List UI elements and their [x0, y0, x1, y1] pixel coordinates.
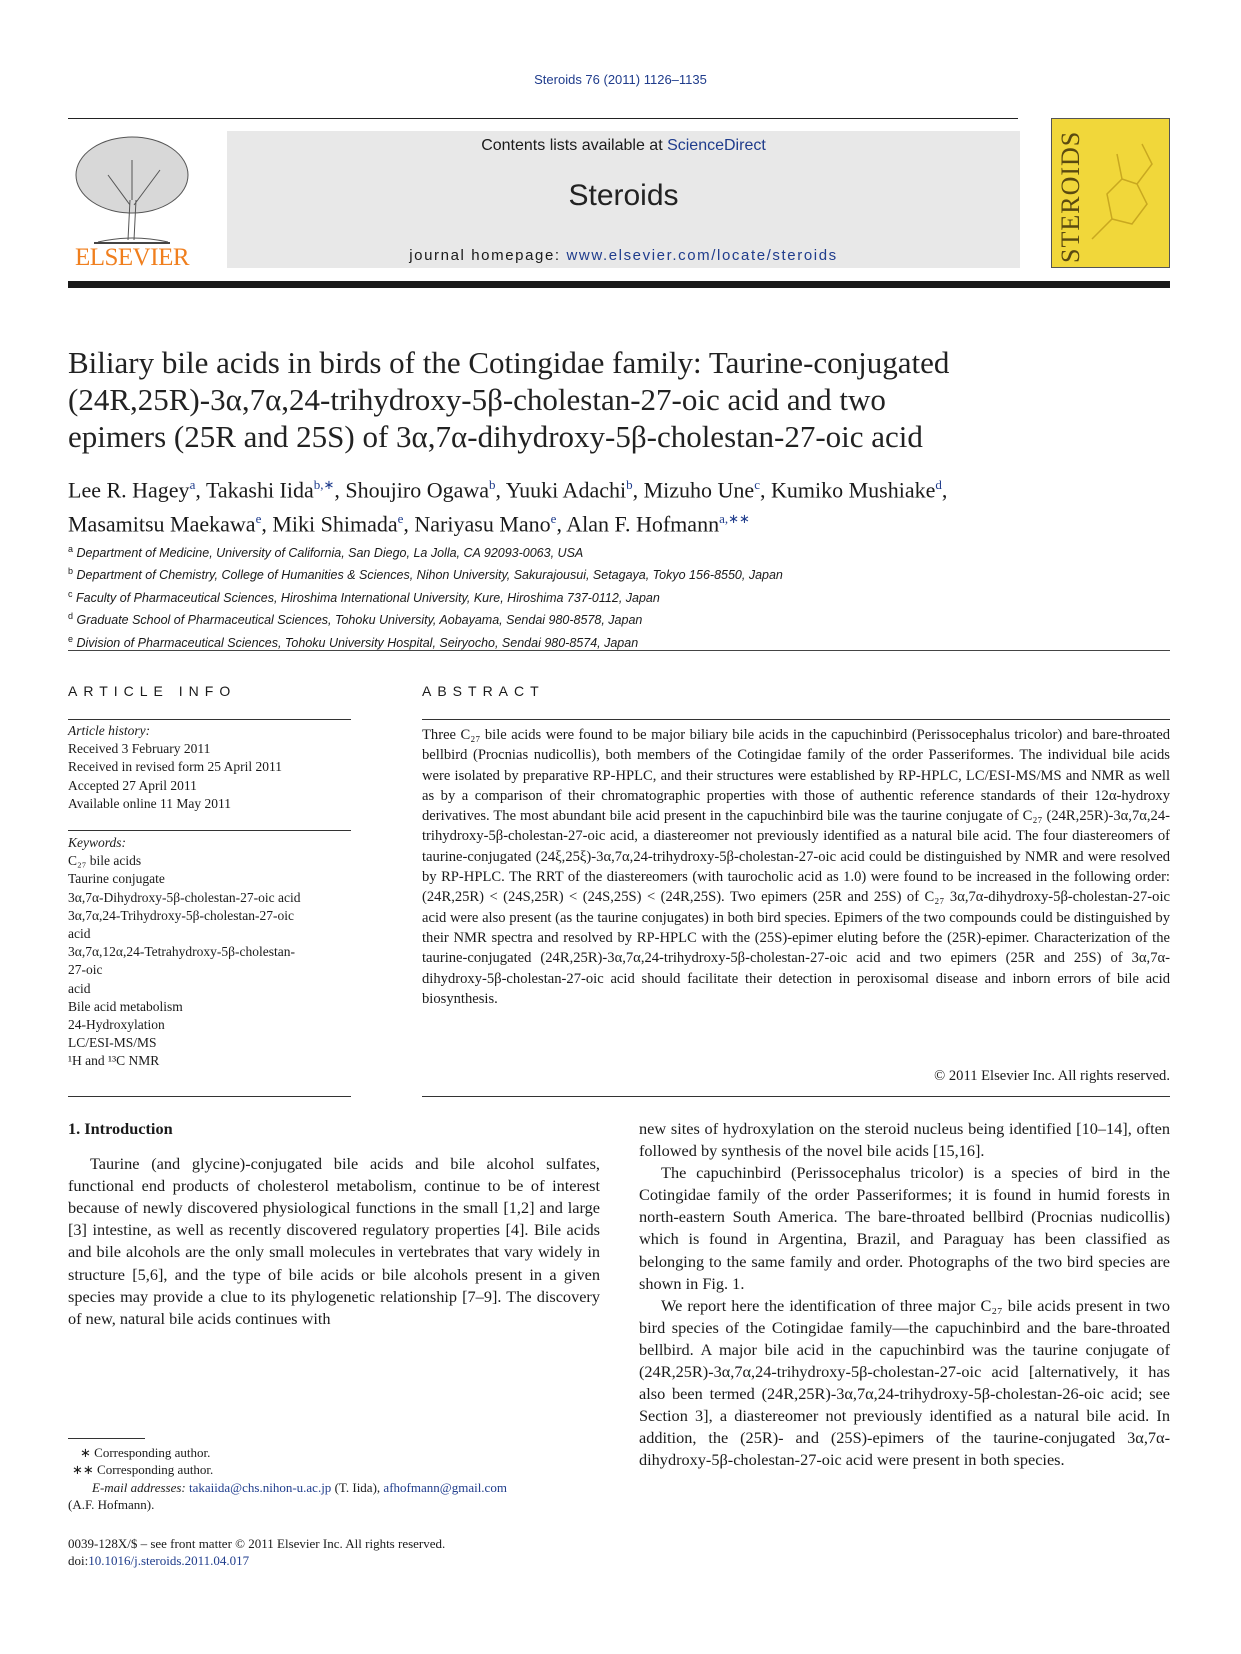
keyword: acid — [68, 980, 91, 996]
author-name: Takashi Iida — [205, 477, 314, 503]
history-item: Received 3 February 2011 — [68, 741, 211, 757]
affiliation-list — [68, 540, 1170, 652]
affiliation-marker: d — [68, 611, 74, 622]
divider — [68, 719, 351, 720]
author-name: Alan F. Hofmann — [566, 511, 720, 537]
author-list: Lee R. Hagey$^a$, Takashi Iida$^{b,∗}$, Shoujiro Ogawa$^b$, Yuuki Adachi$^b$, Mizuho Une$^c$, Kumiko Mushiake$^d$, Masamitsu Maekawa$^e$, Miki Shimada$^e$, Nariyasu Mano$^e$, Alan F. Hofmann$^{a,∗∗}$ — [68, 477, 948, 537]
affiliation-text: Department of Chemistry, College of Humanities & Sciences, Nihon University, Sakurajousui, Setagaya, Tokyo 156-8550, Japan — [76, 568, 783, 583]
contents-line — [227, 137, 1020, 155]
paragraph: new sites of hydroxylation on the steroid nucleus being identified [10–14], often followed by synthesis of the novel bile acids [15,16]. — [639, 1119, 1170, 1161]
author-affiliation-marker[interactable]: b — [626, 477, 633, 492]
author-affiliation-marker[interactable]: e — [550, 511, 557, 527]
author-name: Masamitsu Maekawa — [68, 511, 256, 537]
author-affiliation-marker[interactable]: b,∗ — [313, 477, 335, 492]
affiliation-marker: c — [68, 588, 73, 599]
affiliation-marker: e — [68, 633, 74, 644]
divider — [68, 1096, 351, 1097]
email-link[interactable]: takaiida@chs.nihon-u.ac.jp — [189, 1479, 332, 1495]
title-line: epimers (25R and 25S) of 3α,7α-dihydroxy-5β-cholestan-27-oic acid — [68, 419, 923, 454]
affiliation-text: Department of Medicine, University of California, San Diego, La Jolla, CA 92093-0063, USA — [76, 546, 584, 561]
abstract-text: Three C₂₇ bile acids were found to be major biliary bile acids in the capuchinbird (Perissocephalus tricolor) and bare-throated bellbird (Procnias nudicollis), both members of the Cotingidae family of the order Passeriformes. The individual bile acids were isolated by preparative RP-HPLC, and their structures were established by RP-HPLC, LC/ESI-MS/MS and NMR as well as by a comparison of their chromatographic properties with those of authentic reference standards of their 12α-hydroxy derivatives. The most abundant bile acid present in the capuchinbird bile was the taurine conjugate of C₂₇ (24R,25R)-3α,7α,24-trihydroxy-5β-cholestan-27-oic acid, a diastereomer not previously identified as a natural bile acid. The four diastereomers of taurine-conjugated (24ξ,25ξ)-3α,7α,24-trihydroxy-5β-cholestan-27-oic acid could be distinguished by NMR and were resolved by RP-HPLC. The RRT of the diastereomers (with taurocholic acid as 1.0) were found to be increased in the following order: (24R,25R) < (24S,25R) < (24S,25S) < (24R,25S). Two epimers (25R and 25S) of C₂₇ 3α,7α-dihydroxy-5β-cholestan-27-oic acid were also present (as the taurine conjugates) in both bird species. Epimers of the two compounds could be distinguished by their NMR spectra and resolved by RP-HPLC with the (25S)-epimer eluting before the (25R)-epimer. Characterization of the taurine-conjugated (24R,25R)-3α,7α,24-trihydroxy-5β-cholestan-27-oic acid and two epimers (25R and 25S) of 3α,7α-dihydroxy-5β-cholestan-27-oic acid should facilitate their detection in peroxisomal disease and inborn errors of bile acid biosynthesis. — [422, 727, 1170, 1007]
left-column — [68, 1118, 600, 1330]
title-line: Biliary bile acids in birds of the Cotingidae family: Taurine-conjugated — [68, 345, 950, 380]
journal-banner — [227, 131, 1020, 268]
right-column — [639, 1118, 1170, 1472]
doi-prefix: doi: — [68, 1553, 89, 1569]
author-affiliation-marker[interactable]: e — [255, 511, 262, 527]
affiliation-text: Faculty of Pharmaceutical Sciences, Hiroshima International University, Kure, Hiroshima 737-0112, Japan — [75, 591, 660, 606]
affiliation — [68, 630, 1170, 652]
affiliation — [68, 540, 1170, 562]
section-heading: 1. Introduction — [68, 1119, 173, 1138]
affiliation — [68, 585, 1170, 607]
email-link[interactable]: afhofmann@gmail.com — [383, 1479, 507, 1495]
author-name: Lee R. Hagey — [68, 477, 190, 503]
author-name: Nariyasu Mano — [414, 511, 551, 537]
homepage-prefix: journal homepage: — [409, 247, 567, 264]
email-owner: (T. Iida), — [331, 1479, 384, 1495]
paragraph: Taurine (and glycine)-conjugated bile acids and bile alcohol sulfates, functional end products of cholesterol metabolism, continue to be of interest because of newly discovered physiological functions in the small [1,2] and large [3] intestine, as well as recently discovered regulatory properties [4]. Bile acids and bile alcohols are the only small molecules in vertebrates that vary widely in structure [5,6], and the type of bile acids or bile alcohols present in a given species may provide a clue to its phylogenetic relationship [7–9]. The discovery of new, natural bile acids continues with — [68, 1154, 600, 1328]
keyword: acid — [68, 926, 91, 942]
author-name: Kumiko Mushiake — [770, 477, 936, 503]
affiliation-marker: a — [68, 544, 74, 554]
copyright: © 2011 Elsevier Inc. All rights reserved. — [934, 1068, 1170, 1084]
affiliation-marker: b — [68, 566, 74, 577]
footnote-divider — [68, 1438, 145, 1439]
author-affiliation-marker[interactable]: c — [754, 477, 760, 492]
history-label: Article history: — [68, 723, 151, 738]
affiliation-text: Graduate School of Pharmaceutical Sciences, Tohoku University, Aobayama, Sendai 980-8578, Japan — [76, 613, 643, 628]
author-name: Shoujiro Ogawa — [345, 477, 490, 503]
author-affiliation-marker[interactable]: e — [397, 511, 404, 527]
abstract-heading: ABSTRACT — [422, 683, 545, 699]
divider — [422, 719, 1170, 720]
keyword: LC/ESI-MS/MS — [68, 1035, 157, 1051]
author-name: Miki Shimada — [272, 511, 398, 537]
affiliation-text: Division of Pharmaceutical Sciences, Tohoku University Hospital, Seiryocho, Sendai 980-8574, Japan — [76, 635, 639, 650]
author-affiliation-marker[interactable]: a,∗∗ — [719, 511, 750, 527]
paragraph: We report here the identification of three major C₂₇ bile acids present in two bird species of the Cotingidae family—the capuchinbird and the bare-throated bellbird. A major bile acid in the capuchinbird was the taurine conjugate of (24R,25R)-3α,7α,24-trihydroxy-5β-cholestan-27-oic acid [alternatively, it has also been termed (24R,25R)-3α,7α,24-trihydroxy-5β-cholestan-26-oic acid; see Section 3], a diastereomer not previously identified as a natural bile acid. In addition, the (25R)- and (25S)-epimers of the taurine-conjugated 3α,7α-dihydroxy-5β-cholestan-27-oic acid were present in both species. — [639, 1295, 1170, 1470]
footnote: ∗∗ Corresponding author. — [72, 1462, 214, 1478]
journal-reference[interactable]: Steroids 76 (2011) 1126–1135 — [534, 72, 707, 87]
homepage-line — [227, 247, 1020, 264]
keyword: Taurine conjugate — [68, 871, 165, 887]
keyword: 3α,7α-Dihydroxy-5β-cholestan-27-oic acid — [68, 889, 301, 905]
divider — [68, 830, 351, 831]
article-title — [68, 344, 1170, 455]
divider — [68, 118, 1018, 119]
paragraph: The capuchinbird (Perissocephalus tricolor) is a species of bird in the Cotingidae family of the order Passeriformes; it is found in humid forests in north-eastern South America. The bare-throated bellbird (Procnias nudicollis) which is found in Argentina, Brazil, and Paraguay has been classified as belonging to the same family and order. Photographs of the two bird species are shown in Fig. 1. — [639, 1163, 1170, 1293]
keywords-label: Keywords: — [68, 835, 126, 850]
doi-link[interactable]: 10.1016/j.steroids.2011.04.017 — [88, 1553, 250, 1569]
article-history — [68, 722, 351, 813]
email-label: E-mail addresses: — [92, 1479, 190, 1495]
keyword: C₂₇ bile acids — [68, 853, 142, 869]
cover-title: STEROIDS — [1056, 130, 1085, 263]
article-info-heading: ARTICLE INFO — [68, 683, 237, 699]
keyword: 24-Hydroxylation — [68, 1017, 165, 1033]
affiliation — [68, 562, 1170, 584]
front-matter — [68, 1535, 668, 1570]
header-bar — [68, 281, 1170, 288]
issn-line: 0039-128X/$ – see front matter © 2011 Elsevier Inc. All rights reserved. — [68, 1536, 446, 1551]
author-name: Mizuho Une — [643, 477, 755, 503]
divider — [68, 650, 1170, 651]
email-owner: (A.F. Hofmann). — [68, 1497, 155, 1513]
history-item: Received in revised form 25 April 2011 — [68, 759, 282, 775]
elsevier-logo — [68, 130, 196, 272]
author-affiliation-marker[interactable]: d — [935, 477, 942, 492]
divider — [422, 1096, 1170, 1097]
affiliation — [68, 607, 1170, 629]
publisher-logo-text: ELSEVIER — [74, 244, 190, 271]
history-item: Accepted 27 April 2011 — [68, 777, 197, 793]
journal-title: Steroids — [568, 179, 679, 212]
keyword: 3α,7α,24-Trihydroxy-5β-cholestan-27-oic — [68, 907, 294, 923]
keyword: ¹H and ¹³C NMR — [68, 1053, 160, 1069]
sciencedirect-link[interactable]: ScienceDirect — [667, 137, 766, 154]
history-item: Available online 11 May 2011 — [68, 795, 231, 811]
footnote: ∗ Corresponding author. — [80, 1445, 211, 1460]
author-name: Yuuki Adachi — [505, 477, 627, 503]
journal-cover — [1051, 118, 1170, 268]
keyword: 27-oic — [68, 962, 103, 978]
contents-prefix: Contents lists available at — [481, 137, 668, 154]
keyword: 3α,7α,12α,24-Tetrahydroxy-5β-cholestan- — [68, 944, 295, 960]
homepage-link[interactable]: www.elsevier.com/locate/steroids — [566, 247, 838, 264]
keywords — [68, 834, 351, 1071]
author-affiliation-marker[interactable]: a — [189, 477, 196, 492]
keyword: Bile acid metabolism — [68, 998, 183, 1014]
author-affiliation-marker[interactable]: b — [489, 477, 496, 492]
title-line: (24R,25R)-3α,7α,24-trihydroxy-5β-cholestan-27-oic acid and two — [68, 382, 886, 417]
footnotes — [68, 1444, 600, 1514]
